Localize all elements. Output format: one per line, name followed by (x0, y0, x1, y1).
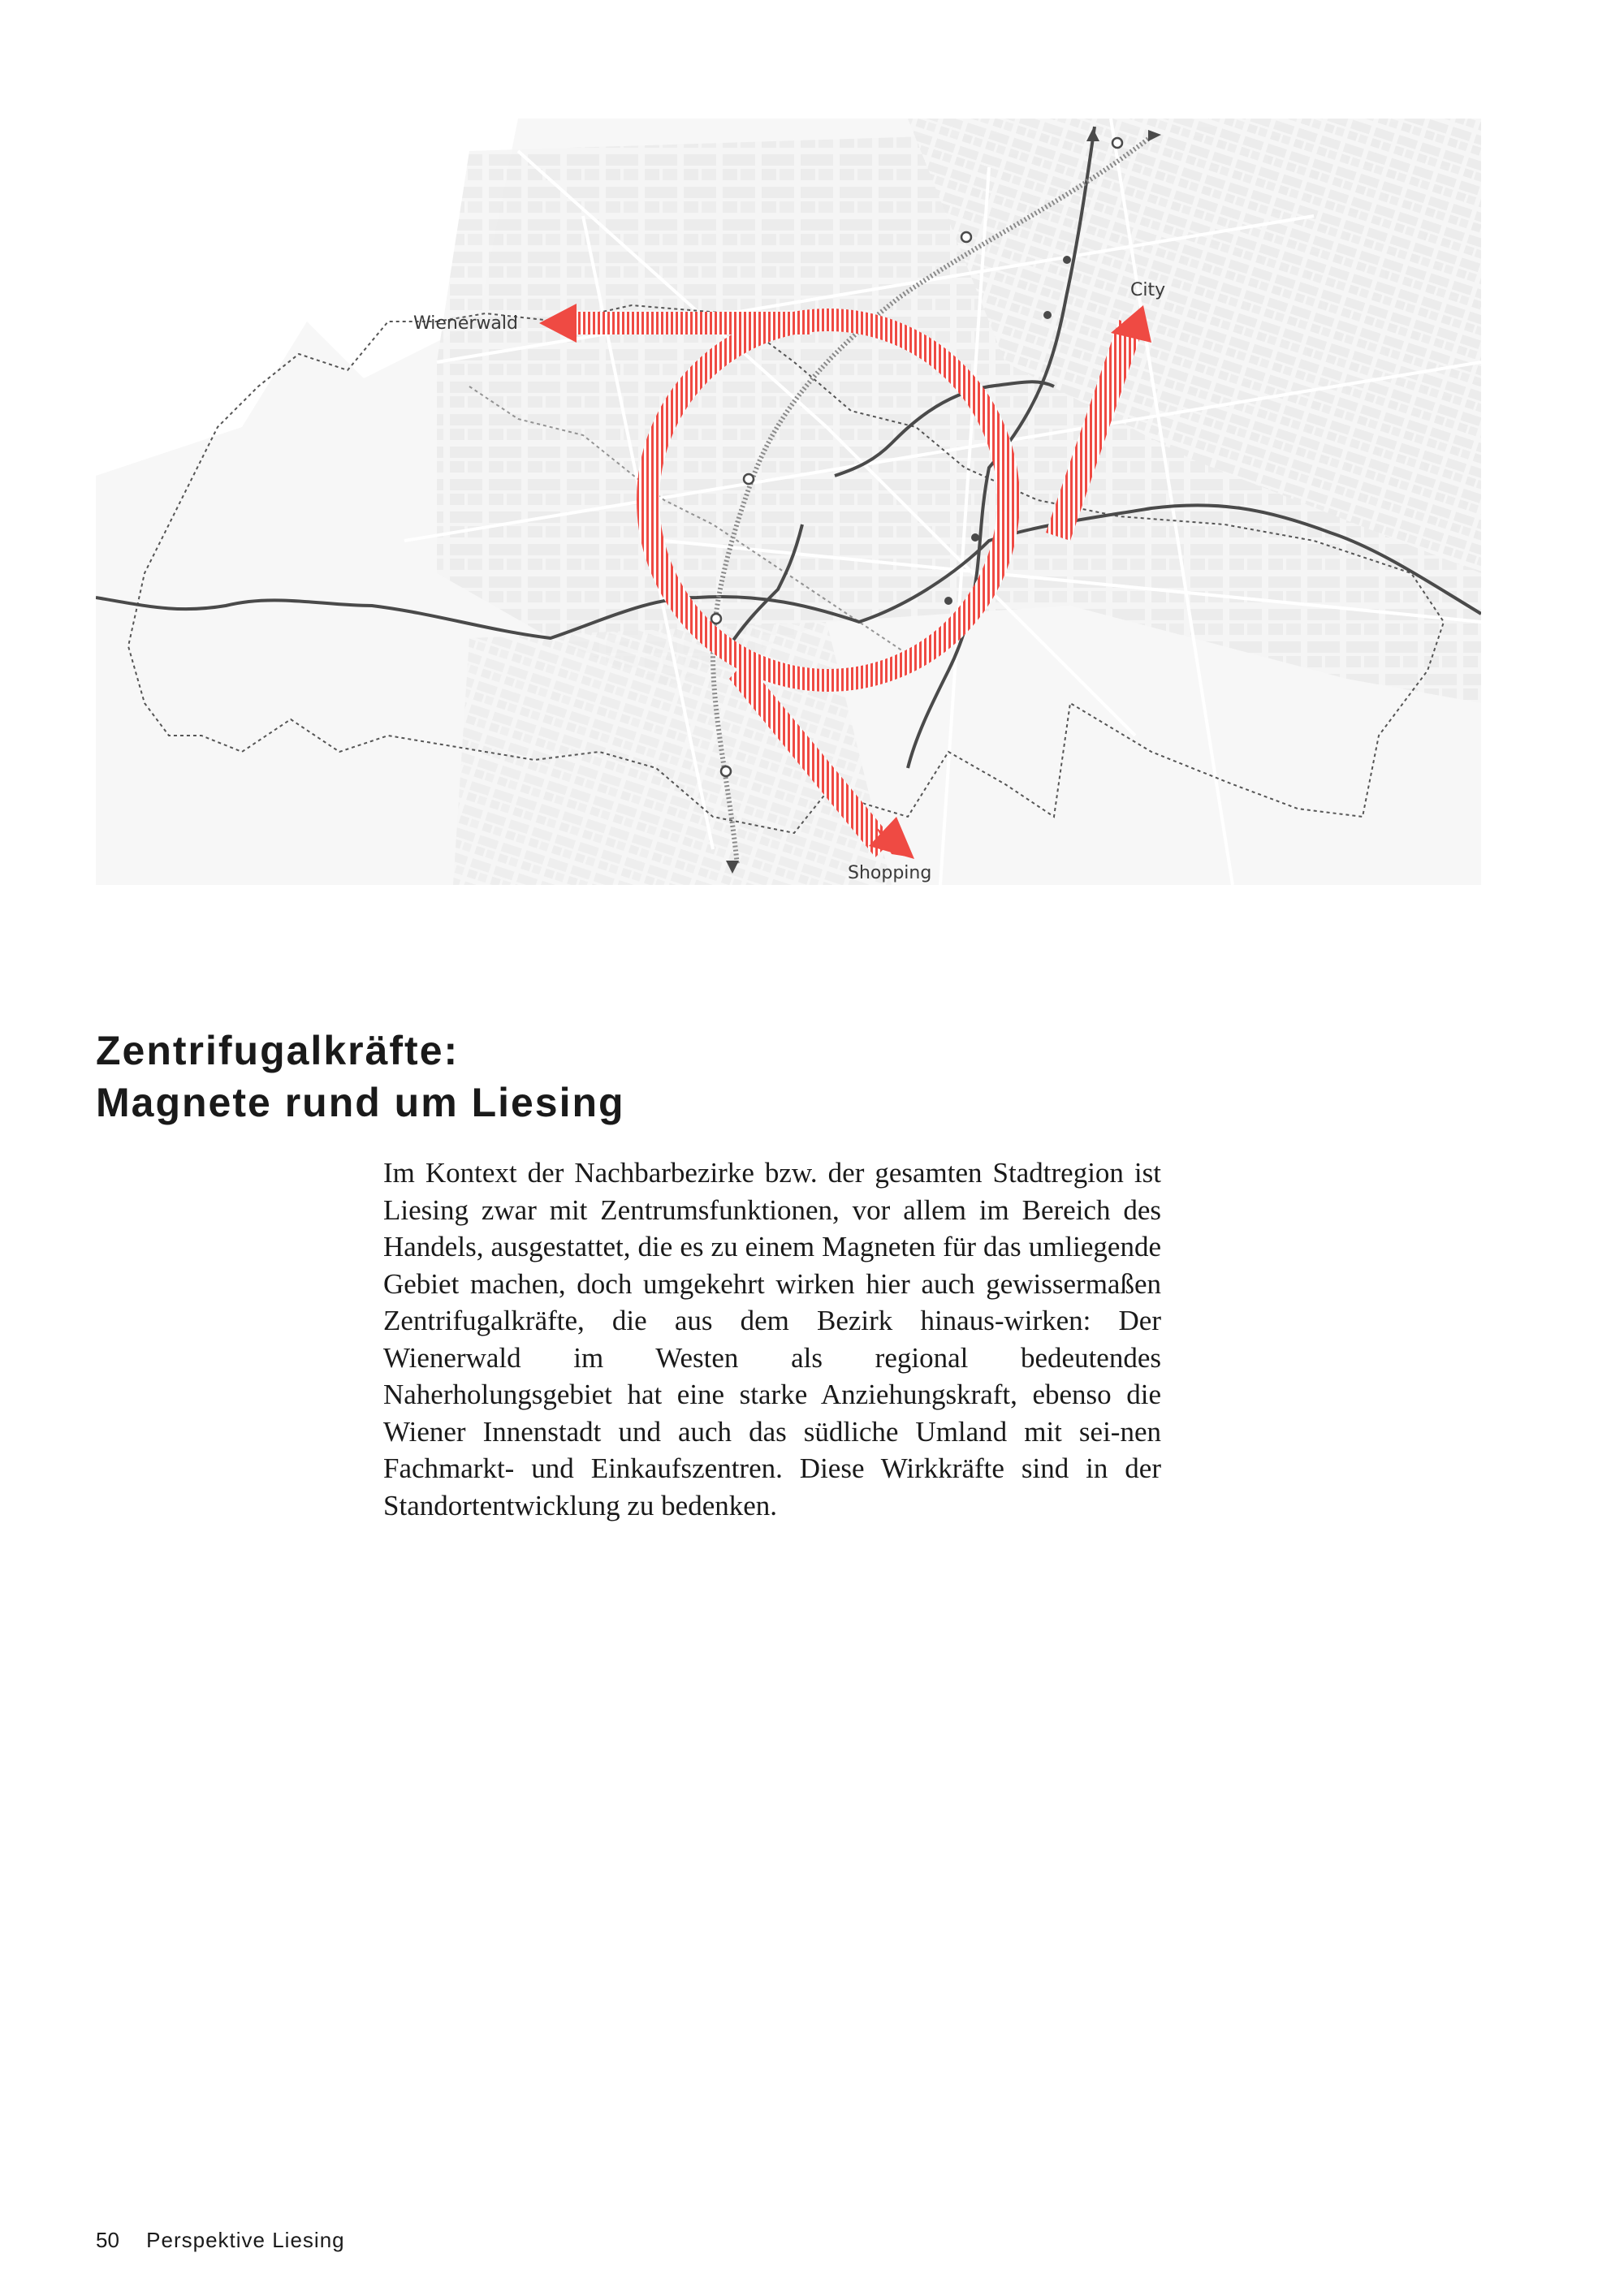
heading-line-2: Magnete rund um Liesing (96, 1080, 625, 1125)
map-background (96, 119, 1481, 885)
page-footer (96, 2228, 345, 2253)
label-city: City (1130, 280, 1166, 300)
page-number: 50 (96, 2228, 119, 2252)
map-svg (96, 119, 1481, 885)
footer-title: Perspektive Liesing (146, 2228, 345, 2252)
heading-line-1: Zentrifugalkräfte: (96, 1028, 460, 1073)
map-figure (96, 119, 1481, 885)
section-heading (96, 1025, 625, 1129)
body-paragraph: Im Kontext der Nachbarbezirke bzw. der gesamten Stadtregion ist Liesing zwar mit Zentrumsfunktionen, vor allem im Bereich des Handels, ausgestattet, die es zu einem Magneten für das umliegende Gebiet machen, doch umgekehrt wirken hier auch gewissermaßen Zentrifugalkräfte, die aus dem Bezirk hinaus-wirken: Der Wienerwald im Westen als regional bedeutendes Naherholungsgebiet hat eine starke Anziehungskraft, ebenso die Wiener Innenstadt und auch das südliche Umland mit sei-nen Fachmarkt- und Einkaufszentren. Diese Wirkkräfte sind in der Standortentwicklung zu bedenken. (383, 1157, 1161, 1521)
label-shopping: Shopping (848, 863, 932, 883)
label-wienerwald: Wienerwald (413, 313, 518, 334)
